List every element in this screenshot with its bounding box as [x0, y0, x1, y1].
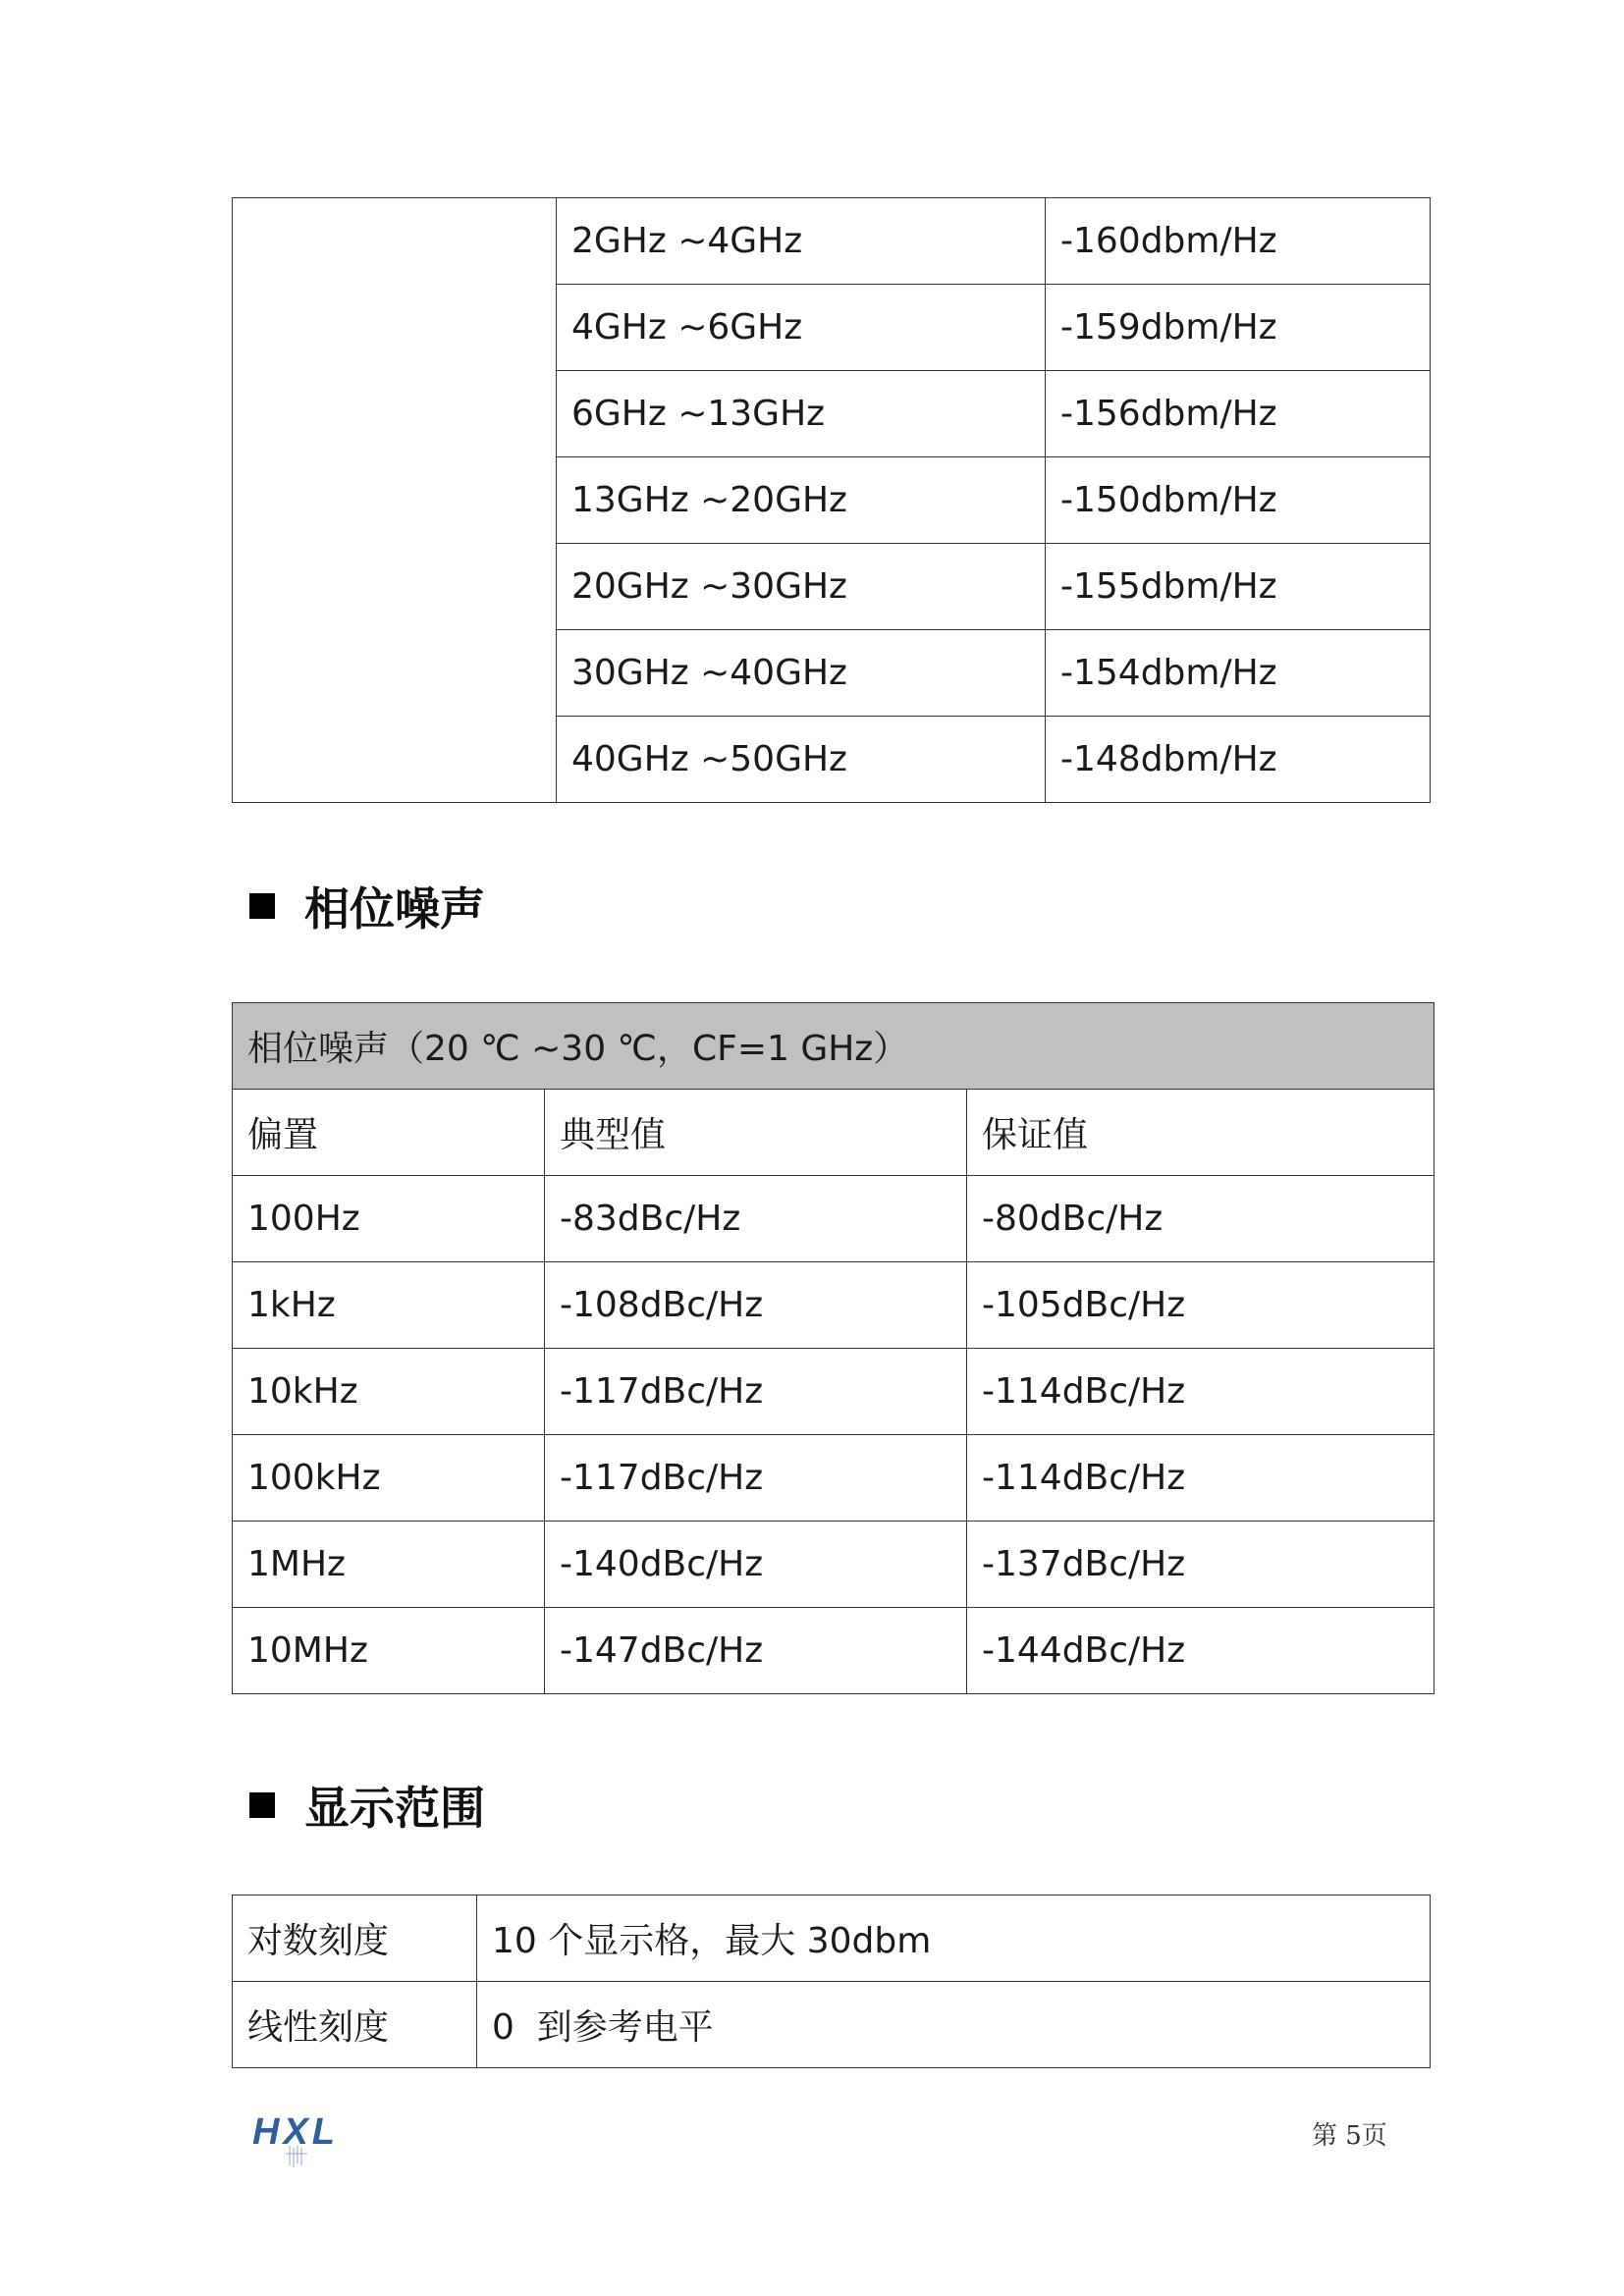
guaranteed-cell: -137dBc/Hz — [967, 1522, 1435, 1608]
value-cell: -159dbm/Hz — [1046, 285, 1431, 371]
value-cell: 10 个显示格，最大 30dbm — [477, 1896, 1431, 1982]
typical-cell: -140dBc/Hz — [545, 1522, 967, 1608]
guaranteed-cell: -144dBc/Hz — [967, 1608, 1435, 1694]
range-cell: 2GHz ~4GHz — [557, 198, 1046, 285]
guaranteed-cell: -114dBc/Hz — [967, 1349, 1435, 1435]
noise-floor-table — [232, 197, 1431, 803]
guaranteed-cell: -105dBc/Hz — [967, 1262, 1435, 1349]
value-cell: -150dbm/Hz — [1046, 457, 1431, 544]
offset-cell: 10MHz — [233, 1608, 545, 1694]
offset-cell: 1MHz — [233, 1522, 545, 1608]
offset-cell: 10kHz — [233, 1349, 545, 1435]
table-row — [233, 1522, 1435, 1608]
section-heading-text: 显示范围 — [304, 1782, 485, 1835]
typical-cell: -117dBc/Hz — [545, 1435, 967, 1522]
guaranteed-cell: -114dBc/Hz — [967, 1435, 1435, 1522]
typical-cell: -117dBc/Hz — [545, 1349, 967, 1435]
merged-label-cell — [233, 198, 557, 803]
value-cell: -155dbm/Hz — [1046, 544, 1431, 630]
offset-cell: 100Hz — [233, 1176, 545, 1262]
section-heading-display-range — [249, 1773, 485, 1838]
table-row — [233, 1896, 1431, 1982]
table-row — [233, 1176, 1435, 1262]
phase-noise-table — [232, 1002, 1435, 1694]
offset-cell: 1kHz — [233, 1262, 545, 1349]
typical-cell: -83dBc/Hz — [545, 1176, 967, 1262]
section-heading-phase-noise — [249, 874, 485, 938]
range-cell: 20GHz ~30GHz — [557, 544, 1046, 630]
hxl-logo-icon — [250, 2110, 358, 2171]
column-header: 典型值 — [545, 1090, 967, 1176]
table-row — [233, 1435, 1435, 1522]
column-header: 保证值 — [967, 1090, 1435, 1176]
typical-cell: -147dBc/Hz — [545, 1608, 967, 1694]
table-row — [233, 1608, 1435, 1694]
value-cell: 0 到参考电平 — [477, 1982, 1431, 2068]
column-header-row — [233, 1090, 1435, 1176]
svg-text:HXL: HXL — [252, 2111, 339, 2153]
table-title-row — [233, 1003, 1435, 1090]
label-cell: 对数刻度 — [233, 1896, 477, 1982]
range-cell: 13GHz ~20GHz — [557, 457, 1046, 544]
company-logo — [250, 2110, 358, 2171]
value-cell: -148dbm/Hz — [1046, 717, 1431, 803]
value-cell: -154dbm/Hz — [1046, 630, 1431, 717]
section-heading-text: 相位噪声 — [304, 882, 485, 935]
column-header: 偏置 — [233, 1090, 545, 1176]
range-cell: 4GHz ~6GHz — [557, 285, 1046, 371]
table-title: 相位噪声（20 ℃ ~30 ℃，CF=1 GHz） — [233, 1003, 1435, 1090]
range-cell: 40GHz ~50GHz — [557, 717, 1046, 803]
table-row — [233, 198, 1431, 285]
table-row — [233, 1262, 1435, 1349]
square-bullet-icon — [249, 893, 275, 919]
value-cell: -156dbm/Hz — [1046, 371, 1431, 457]
label-cell: 线性刻度 — [233, 1982, 477, 2068]
range-cell: 6GHz ~13GHz — [557, 371, 1046, 457]
table-row — [233, 1982, 1431, 2068]
value-cell: -160dbm/Hz — [1046, 198, 1431, 285]
square-bullet-icon — [249, 1792, 275, 1818]
table-row — [233, 1349, 1435, 1435]
guaranteed-cell: -80dBc/Hz — [967, 1176, 1435, 1262]
range-cell: 30GHz ~40GHz — [557, 630, 1046, 717]
display-range-table — [232, 1895, 1431, 2068]
offset-cell: 100kHz — [233, 1435, 545, 1522]
page-number: 第 5页 — [1312, 2121, 1387, 2151]
typical-cell: -108dBc/Hz — [545, 1262, 967, 1349]
